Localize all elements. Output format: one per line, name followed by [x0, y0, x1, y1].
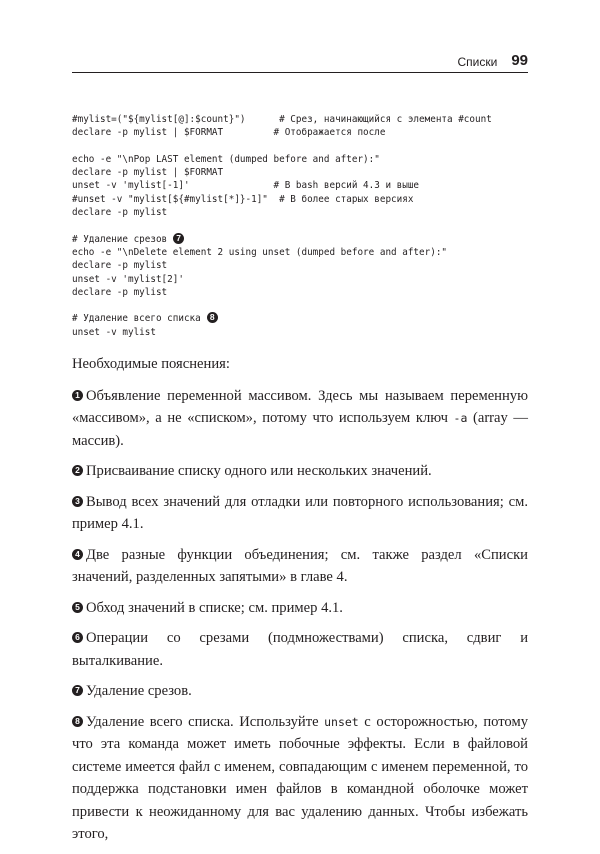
explanation-text: Удаление срезов. — [86, 683, 192, 699]
code-line — [72, 233, 532, 246]
code-line — [72, 299, 532, 312]
explanation-item — [72, 627, 528, 672]
code-line — [72, 113, 532, 126]
explanation-text: Две разные функции объединения; см. также раздел «Списки значений, разделенных запятыми» в главе 4. — [72, 546, 528, 585]
explanation-text: Обход значений в списке; см. пример 4.1. — [86, 599, 343, 616]
code-text: echo -e "\nDelete element 2 using unset (dumped before and after):" — [72, 246, 448, 258]
explanation-text: Удаление всего списка. Используйте — [86, 713, 325, 730]
code-text: # Удаление срезов — [72, 233, 168, 245]
explanation-item — [72, 544, 528, 589]
code-line — [72, 312, 532, 325]
code-line — [72, 166, 532, 179]
code-line — [72, 286, 532, 299]
code-line — [72, 126, 532, 139]
code-line — [72, 153, 532, 166]
explanation-item — [72, 680, 528, 703]
code-line — [72, 273, 532, 286]
running-header — [72, 50, 528, 73]
code-line — [72, 193, 532, 206]
explanation-item — [72, 711, 528, 846]
code-line — [72, 206, 532, 219]
section-title: Списки — [457, 55, 498, 69]
explanations — [72, 353, 528, 854]
callout-marker-icon: 7 — [173, 233, 184, 244]
explanation-text: Вывод всех значений для отладки или повторного использования; см. пример 4.1. — [72, 493, 528, 532]
code-text: #unset -v "mylist[${#mylist[*]}-1]" # В более старых версиях — [72, 193, 414, 205]
callout-marker-icon: 1 — [72, 390, 83, 401]
explanation-text: Операции со срезами (подмножествами) списка, сдвиг и выталкивание. — [72, 630, 528, 669]
code-text: unset -v 'mylist[-1]' # В bash версий 4.3 и выше — [72, 180, 420, 192]
code-text: declare -p mylist — [72, 286, 168, 298]
explanation-text: Объявление переменной массивом. Здесь мы называем переменную «массивом», а не «списком», потому что используем ключ — [72, 387, 528, 426]
callout-marker-icon: 7 — [72, 685, 83, 696]
callout-marker-icon: 3 — [72, 496, 83, 507]
explanation-item — [72, 385, 528, 453]
code-line — [72, 246, 532, 259]
code-text: unset -v mylist — [72, 326, 156, 338]
callout-marker-icon: 2 — [72, 465, 83, 476]
explanation-item — [72, 491, 528, 536]
code-line — [72, 219, 532, 232]
callout-marker-icon: 5 — [72, 602, 83, 613]
code-text: declare -p mylist | $FORMAT — [72, 167, 224, 179]
inline-code: unset — [324, 714, 359, 729]
code-line — [72, 259, 532, 272]
code-text: #mylist=("${mylist[@]:$count}") # Срез, начинающийся с элемента #count — [72, 114, 492, 125]
explanation-item — [72, 460, 528, 483]
explanation-text: Присваивание списку одного или нескольких значений. — [86, 463, 432, 479]
callout-marker-icon: 4 — [72, 549, 83, 560]
code-text: declare -p mylist — [72, 207, 168, 219]
callout-marker-icon: 6 — [72, 632, 83, 643]
callout-marker-icon: 8 — [207, 312, 218, 323]
explanation-text: с осторожностью, потому что эта команда может иметь побочные эффекты. Если в файловой системе имеется файл с именем, совпадающим с именем переменной, то поддержка подстановки имен файлов в командной оболочке может привести к неожиданному для вас удалению данных. Чтобы избежать этого, — [72, 713, 528, 842]
code-text: # Удаление всего списка — [72, 313, 201, 325]
code-text: echo -e "\nPop LAST element (dumped before and after):" — [72, 153, 380, 165]
inline-code: -a — [453, 411, 468, 425]
explanation-list — [72, 385, 528, 846]
code-line — [72, 326, 532, 339]
callout-marker-icon: 8 — [72, 716, 83, 727]
explanations-intro: Необходимые пояснения: — [72, 356, 230, 372]
code-line — [72, 179, 532, 192]
page-number: 99 — [511, 51, 528, 69]
explanation-item — [72, 597, 528, 620]
code-listing — [72, 113, 532, 339]
code-line — [72, 140, 532, 153]
code-text: declare -p mylist — [72, 260, 168, 272]
code-text: unset -v 'mylist[2]' — [72, 273, 184, 285]
explanation-text: (array — массив). — [72, 410, 528, 449]
code-text: declare -p mylist | $FORMAT # Отображается после — [72, 127, 386, 139]
